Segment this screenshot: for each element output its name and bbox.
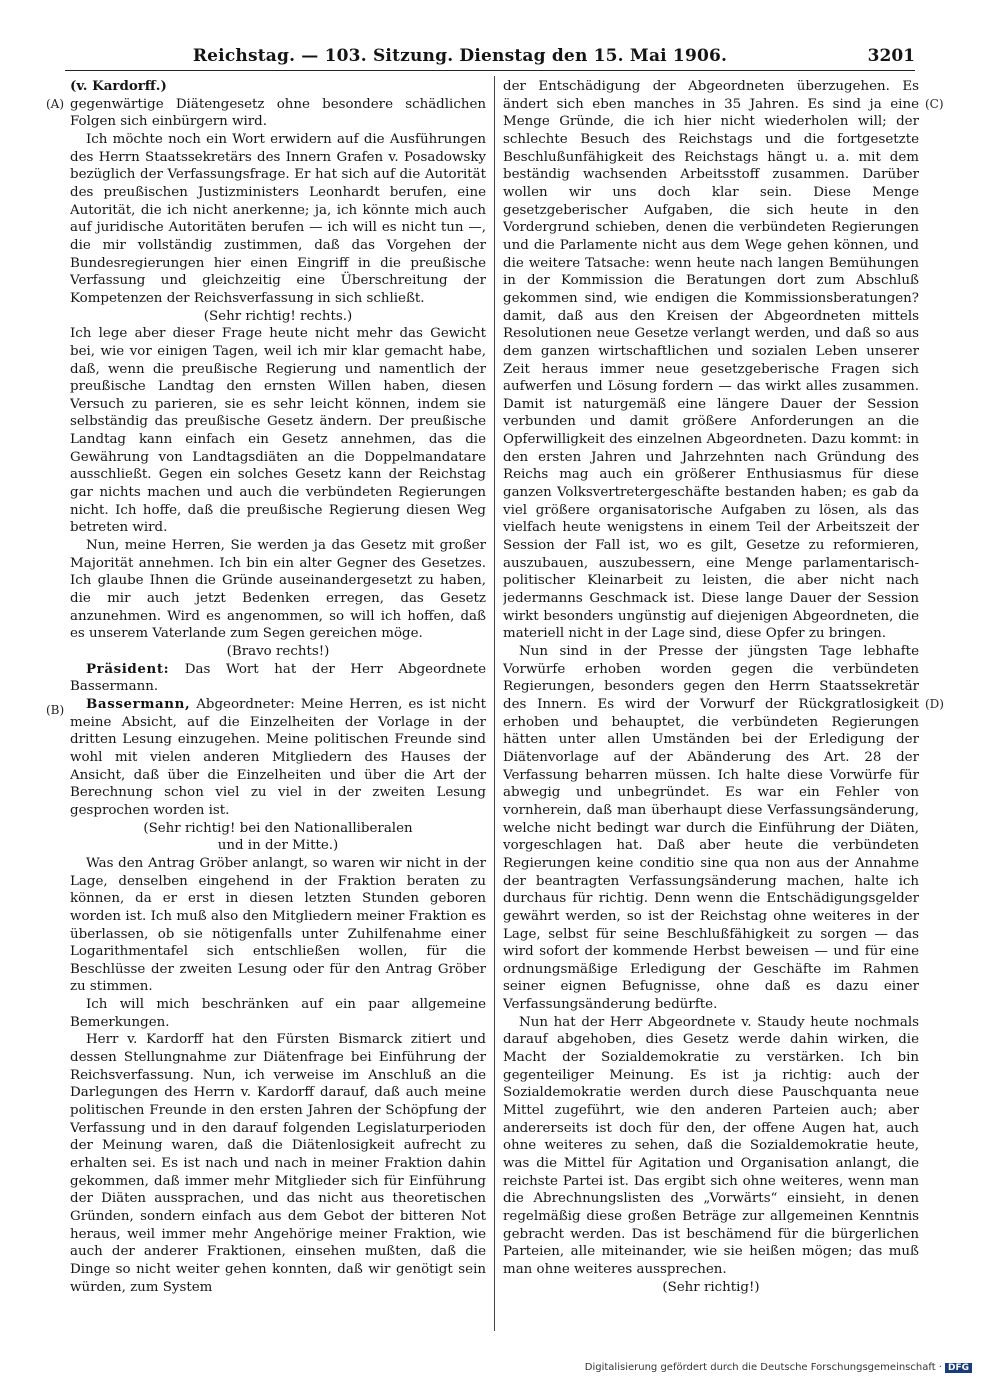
speaker-name: Präsident: [86, 660, 170, 677]
margin-marker-d: (D) [925, 697, 944, 711]
footer-text: Digitalisierung gefördert durch die Deutsche Forschungsgemeinschaft · [584, 1362, 942, 1373]
interjection: (Bravo rechts!) [226, 644, 330, 659]
paragraph: Was den Antrag Gröber anlangt, so waren wir nicht in der Lage, denselben eingehend in der Fraktion beraten zu können, da er erst in diesen letzten Stunden geboren worden ist. Ich muß also den Mitgliedern meiner Fraktion es überlassen, ob sie nötigenfalls unter Zuhilfenahme einer Logarithmentafel sich entschließen wollen, für die Beschlüsse der zweiten Lesung oder für den Antrag Gröber zu stimmen. [70, 855, 486, 995]
paragraph: Ich lege aber dieser Frage heute nicht mehr das Gewicht bei, wie vor einigen Tagen, weil ich mir klar gemacht habe, daß, wenn die preußische Regierung und namentlich der preußische Landtag den ernsten Willen haben, diesen Versuch zu parieren, sie es sehr leicht können, indem sie selbständig das preußische Gesetz ändern. Der preußische Landtag kann einfach ein Gesetz annehmen, das die Gewährung von Landtagsdiäten an die Doppelmandatare ausschließt. Gegen ein solches Gesetz kann der Reichstag gar nichts machen und auch die verbündeten Regierungen nicht. Ich hoffe, daß die preußische Regierung diesen Weg betreten wird. [70, 326, 486, 536]
interjection: (Sehr richtig! bei den Nationalliberalen [143, 820, 413, 836]
paragraph: Nun sind in der Presse der jüngsten Tage lebhafte Vorwürfe erhoben worden gegen die verbündeten Regierungen, besonders gegen den Herrn Staatssekretär des Innern. Es wird der Vorwurf der Rückgratlosigkeit erhoben und behauptet, die verbündeten Regierungen hätten unter allen Umständen bei der Erledigung der Diätenvorlage auf der Abänderung des Art. 28 der Verfassung beharren müssen. Ich halte diese Vorwürfe für abwegig und unbegründet. Es war ein Fehler von vornherein, daß man überhaupt diese Verfassungsänderung, welche nicht bedingt war durch die Einführung der Diäten, vorgeschlagen hat. Daß aber heute die verbündeten Regierungen keine conditio sine qua non aus der Annahme der beantragten Verfassungsänderung machen, halte ich durchaus für richtig. Denn wenn die Entschädigungsgelder gewährt werden, so ist der Reichstag ohne weiteres in der Lage, selbst für seine Beschlußfähigkeit zu sorgen — das wird sofort der kommende Herbst beweisen — und für eine ordnungsmäßige Erledigung der Geschäfte im Rahmen seiner eignen Befugnisse, ohne daß es dazu einer Verfassungsänderung bedürfte. [503, 644, 919, 1013]
margin-marker-a: (A) [46, 97, 65, 111]
column-divider [494, 76, 495, 1331]
dfg-logo: DFG [945, 1363, 972, 1373]
margin-marker-c: (C) [925, 97, 944, 111]
paragraph: der Entschädigung der Abgeordneten überzugehen. Es ändert sich eben manches in 35 Jahren. Es sind ja eine Menge Gründe, die ich hier nicht wiederholen will; der schlechte Besuch des Reichstags und die fortgesetzte Beschlußunfähigkeit des Reichstags hängt u. a. mit dem beständig wachsenden Arbeitsstoff zusammen. Darüber wollen wir uns doch klar sein. Diese Menge gesetzgeberischer Aufgaben, die sich heute in den Vordergrund schieben, denen die verbündeten Regierungen und die Parlamente nicht aus dem Wege gehen können, und die weitere Tatsache: wenn heute nach langen Bemühungen in der Kommission die Beratungen dort zum Abschluß gekommen sind, wie endigen die Kommissionsberatungen? damit, daß aus den Kreisen der Abgeordneten mittels Resolutionen neue Gesetze verlangt werden, und daß so aus dem ganzen wirtschaftlichen und sozialen Leben unserer Zeit heraus immer neue gesetzgeberische Fragen sich aufwerfen und Lösung fordern — das wirkt alles zusammen. Damit ist naturgemäß eine längere Dauer der Session verbunden und damit größere Anforderungen an die Opferwilligkeit des einzelnen Abgeordneten. Dazu kommt: in den ersten Jahren und Jahrzehnten nach Gründung des Reichs mag auch ein größerer Enthusiasmus für diese ganzen Volksvertretergeschäfte bestanden haben; es gab da viel größere organisatorische Aufgaben zu lösen, als das vielfach heute wenigstens in einem Teil der Arbeitszeit der Session der Fall ist, wo es gilt, Gesetze zu reformieren, auszubauen, auszubessern, eine Menge parlamentarisch-politischer Kleinarbeit zu leisten, die aber nicht nach jedermanns Geschmack ist. Diese lange Dauer der Session wirkt besonders ungünstig auf diejenigen Abgeordneten, die materiell nicht in der Lage sind, diese Opfer zu bringen. [503, 79, 919, 642]
paragraph: Ich möchte noch ein Wort erwidern auf die Ausführungen des Herrn Staatssekretärs des Innern Grafen v. Posadowsky bezüglich der Verfassungsfrage. Er hat sich auf die Autorität des preußischen Justizministers Leonhardt berufen, eine Autorität, die ich nicht anerkenne; ja, ich könnte mich auch auf juridische Autoritäten berufen — ich will es nicht tun —, die mir vollständig zustimmen, daß das Vorgehen der Bundesregierungen hier einen Eingriff in die preußische Verfassung und gleichzeitig eine Überschreitung der Kompetenzen der Reichsverfassung in sich schließt. [70, 131, 486, 306]
paragraph: Ich will mich beschränken auf ein paar allgemeine Bemerkungen. [70, 997, 486, 1030]
interjection: (Sehr richtig! rechts.) [203, 308, 353, 324]
margin-marker-b: (B) [46, 703, 65, 717]
footer-credit [585, 1362, 972, 1373]
speaker-name: Bassermann, [86, 695, 191, 712]
speaker-paragraph: Präsident: Das Wort hat der Herr Abgeordnete Bassermann. [70, 660, 486, 695]
interjection: (Sehr richtig!) [662, 1279, 760, 1295]
interjection: und in der Mitte.) [217, 838, 339, 854]
running-title: Reichstag. — 103. Sitzung. Dienstag den 15. Mai 1906. [192, 46, 728, 66]
speaker-continuation: (v. Kardorff.) [70, 78, 167, 94]
page-number: 3201 [867, 46, 915, 66]
page-header [65, 44, 915, 71]
speaker-paragraph: Bassermann, Abgeordneter: Meine Herren, es ist nicht meine Absicht, auf die Einzelheiten der Vorlage in der dritten Lesung einzugehen. Meine politischen Freunde sind wohl mit vielen anderen Mitgliedern des Hauses der Ansicht, daß über die Einzelheiten und über die Art der Berechnung schon viel zu viel in der zweiten Lesung gesprochen worden ist. [70, 695, 486, 818]
right-column [503, 78, 919, 1333]
paragraph: Herr v. Kardorff hat den Fürsten Bismarck zitiert und dessen Stellungnahme zur Diätenfrage bei Einführung der Reichsverfassung. Nun, ich verweise im Anschluß an die Darlegungen des Herrn v. Kardorff darauf, daß auch meine politischen Freunde in den ersten Jahren der Schöpfung der Verfassung und in den darauf folgenden Legislaturperioden der Meinung waren, daß die Diätenlosigkeit aufrecht zu erhalten sei. Es ist nach und nach in meiner Fraktion dahin gekommen, daß immer mehr Mitglieder sich für Einführung der Diäten aussprachen, und das nicht aus theoretischen Gründen, sondern einfach aus dem Gebot der bitteren Not heraus, weil immer mehr Angehörige meiner Fraktion, wie auch der anderer Fraktionen, einsehen mußten, daß die Dinge so nicht weiter gehen konnten, daß wir genötigt sein würden, zum System [70, 1032, 486, 1295]
left-column [70, 78, 486, 1333]
paragraph: Nun hat der Herr Abgeordnete v. Staudy heute nochmals darauf abgehoben, dies Gesetz werde dahin wirken, die Macht der Sozialdemokratie zu verstärken. Ich bin gegenteiliger Meinung. Es ist ja richtig: auch der Sozialdemokratie werden durch diese Pauschquanta neue Mittel zugeführt, wie den anderen Parteien auch; aber andererseits ist doch für den, der offene Augen hat, auch ohne weiteres zu sehen, daß die Sozialdemokratie heute, was die Mittel für Agitation und Organisation anlangt, die reichste Partei ist. Das ergibt sich ohne weiteres, wenn man die Abrechnungslisten des „Vorwärts“ einsieht, in denen regelmäßig diese großen Beträge zur allgemeinen Kenntnis gebracht werden. Das ist beschämend für die bürgerlichen Parteien, alle miteinander, wie sie heißen mögen; das muß man ohne weiteres aussprechen. [503, 1014, 919, 1277]
paragraph: gegenwärtige Diätengesetz ohne besondere schädlichen Folgen sich einbürgern wird. [70, 96, 486, 130]
paragraph: Nun, meine Herren, Sie werden ja das Gesetz mit großer Majorität annehmen. Ich bin ein alter Gegner des Gesetzes. Ich glaube Ihnen die Gründe auseinandergesetzt zu haben, die mir auch jetzt Bedenken erregen, das Gesetz anzunehmen. Wird es angenommen, so will ich hoffen, daß es unserem Vaterlande zum Segen gereichen möge. [70, 538, 486, 642]
